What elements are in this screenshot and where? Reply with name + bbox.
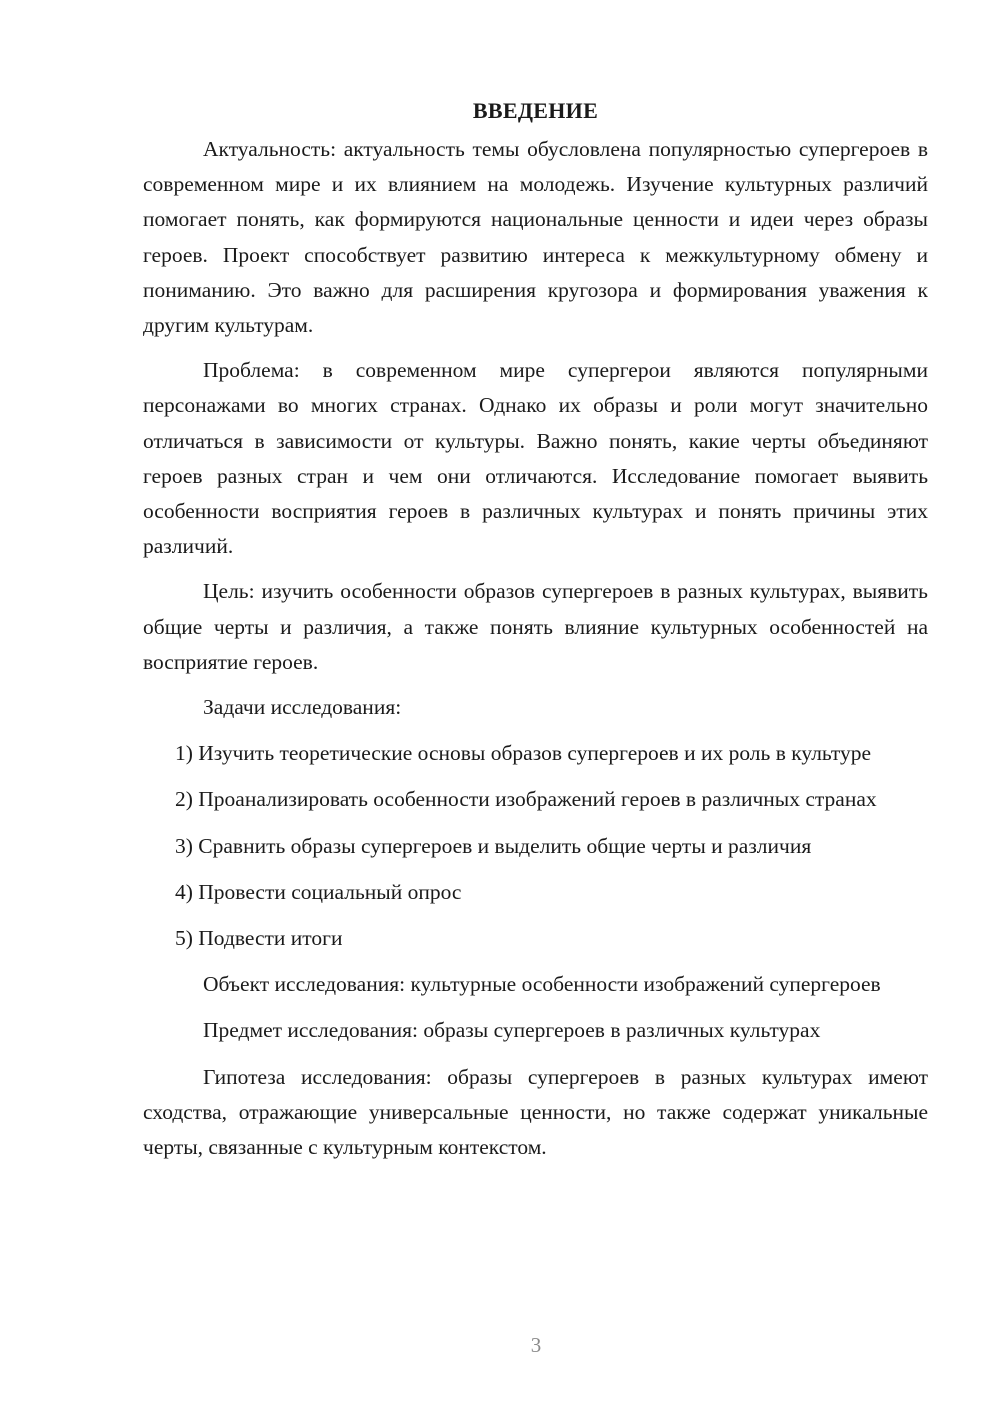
page-number: 3 [530,1333,542,1357]
paragraph-relevance: Актуальность: актуальность темы обусловлена популярностью супергероев в современном мире и их влиянием на молодежь. Изучение культурных различий помогает понять, как формируются национальные ценности и идеи через образы героев. Проект способствует развитию интереса к межкультурному обмену и пониманию. Это важно для расширения кругозора и формирования уважения к другим культурам. [143,137,928,338]
paragraph-object: Объект исследования: культурные особенности изображений супергероев [203,972,881,997]
task-item-2: 2) Проанализировать особенности изображений героев в различных странах [175,787,877,812]
task-item-5: 5) Подвести итоги [175,926,343,951]
task-item-4: 4) Провести социальный опрос [175,879,462,904]
paragraph-problem: Проблема: в современном мире супергерои являются популярными персонажами во многих странах. Однако их образы и роли могут значительно отличаться в зависимости от культуры. Важно понять, какие черты объединяют героев разных стран и чем они отличаются. Исследование помогает выявить особенности восприятия героев в различных культурах и понять причины этих различий. [143,358,928,559]
page-title: ВВЕДЕНИЕ [472,98,599,123]
paragraph-goal: Цель: изучить особенности образов супергероев в разных культурах, выявить общие черты и различия, а также понять влияние культурных особенностей на восприятие героев. [143,579,928,674]
tasks-heading: Задачи исследования: [203,695,402,720]
task-item-3: 3) Сравнить образы супергероев и выделить общие черты и различия [175,833,812,858]
paragraph-subject: Предмет исследования: образы супергероев в различных культурах [203,1018,821,1043]
task-item-1: 1) Изучить теоретические основы образов супергероев и их роль в культуре [175,741,872,766]
paragraph-hypothesis: Гипотеза исследования: образы супергероев в разных культурах имеют сходства, отражающие универсальные ценности, но также содержат уникальные черты, связанные с культурным контекстом. [143,1064,928,1160]
document-page [143,96,928,1165]
